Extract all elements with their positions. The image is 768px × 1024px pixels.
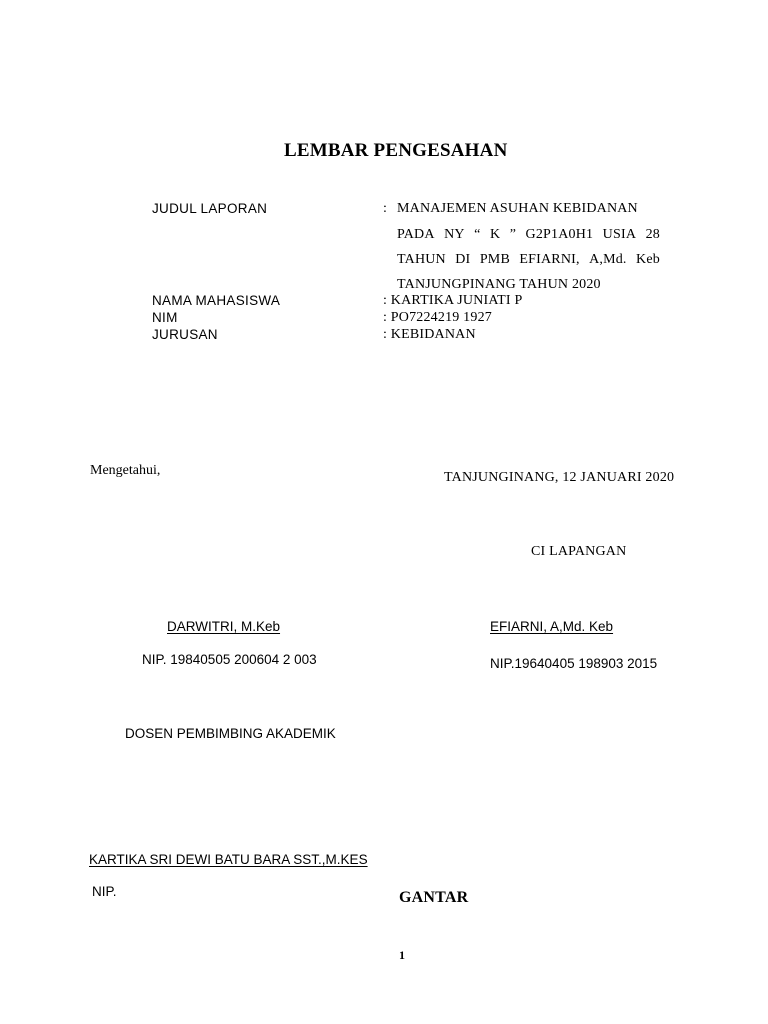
- signer-right-nip: NIP.19640405 198903 2015: [490, 656, 658, 671]
- word: PMB: [479, 252, 510, 267]
- page-title: LEMBAR PENGESAHAN: [284, 140, 508, 161]
- word: A,Md.: [589, 252, 627, 267]
- nim-value: : PO7224219 1927: [383, 310, 492, 325]
- word: Keb: [636, 252, 660, 267]
- dosen-name: KARTIKA SRI DEWI BATU BARA SST.,M.KES: [89, 852, 368, 867]
- place-date: TANJUNGINANG, 12 JANUARI 2020: [444, 470, 675, 485]
- judul-laporan-line-3: [397, 252, 660, 268]
- ci-lapangan-label: CI LAPANGAN: [531, 544, 627, 559]
- word: TAHUN: [397, 252, 446, 267]
- word: USIA: [602, 227, 637, 242]
- word: DI: [455, 252, 471, 267]
- word: K: [489, 227, 501, 242]
- jurusan-value: : KEBIDANAN: [383, 327, 476, 342]
- judul-laporan-line-2: [397, 227, 660, 243]
- mengetahui-label: Mengetahui,: [90, 463, 161, 478]
- judul-laporan-label: JUDUL LAPORAN: [152, 201, 268, 216]
- word: PADA: [397, 227, 435, 242]
- nama-mahasiswa-value: : KARTIKA JUNIATI P: [383, 293, 523, 308]
- word: NY: [444, 227, 465, 242]
- word: 28: [645, 227, 660, 242]
- word: EFIARNI,: [519, 252, 580, 267]
- judul-laporan-colon: :: [383, 201, 388, 216]
- word: “: [474, 227, 481, 242]
- signer-left-nip: NIP. 19840505 200604 2 003: [142, 652, 317, 667]
- page-number: 1: [399, 948, 405, 962]
- judul-laporan-line-4: TANJUNGPINANG TAHUN 2020: [397, 277, 601, 292]
- overlap-heading: GANTAR: [399, 889, 469, 906]
- overlap-heading-clip: [399, 888, 490, 912]
- nama-mahasiswa-label: NAMA MAHASISWA: [152, 293, 281, 308]
- signer-left-name: DARWITRI, M.Keb: [167, 619, 281, 634]
- word: ”: [509, 227, 517, 242]
- signer-right-name: EFIARNI, A,Md. Keb: [490, 619, 614, 634]
- word: G2P1A0H1: [525, 227, 594, 242]
- dosen-pembimbing-heading: DOSEN PEMBIMBING AKADEMIK: [125, 726, 336, 741]
- nim-label: NIM: [152, 310, 178, 325]
- judul-laporan-line-1: MANAJEMEN ASUHAN KEBIDANAN: [397, 201, 638, 216]
- dosen-nip: NIP.: [92, 884, 117, 899]
- jurusan-label: JURUSAN: [152, 327, 218, 342]
